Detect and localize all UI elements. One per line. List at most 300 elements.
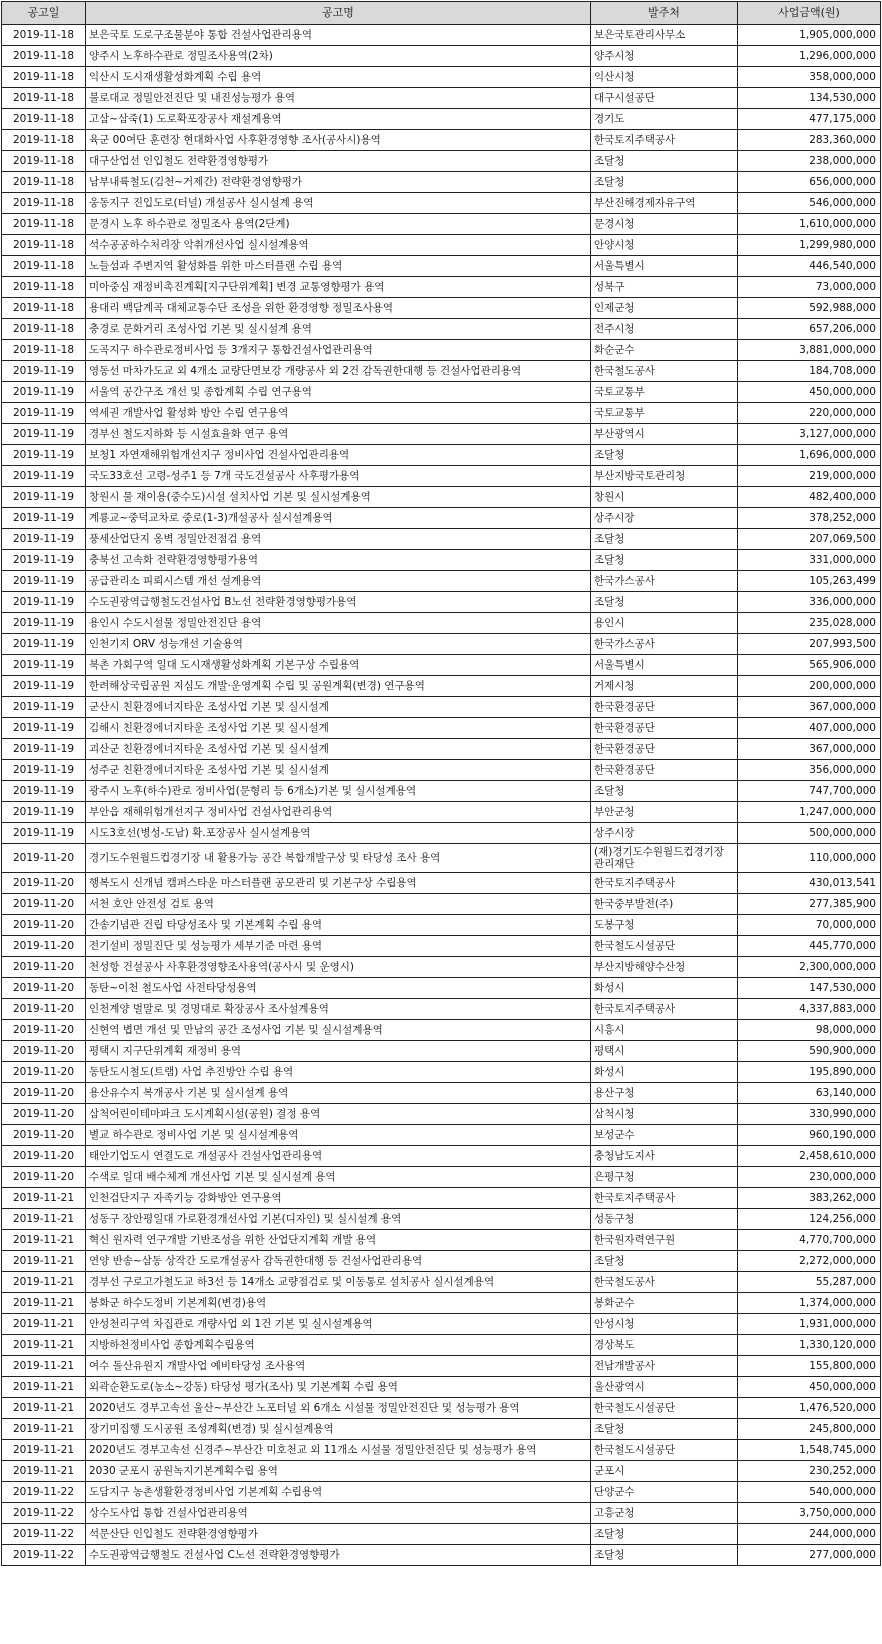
cell-amount: 220,000,000 bbox=[738, 403, 881, 424]
cell-amount: 155,800,000 bbox=[738, 1356, 881, 1377]
cell-title: 보청1 자연재해위험개선지구 정비사업 건설사업관리용역 bbox=[86, 445, 591, 466]
cell-title: 수색로 일대 배수체계 개선사업 기본 및 실시설계 용역 bbox=[86, 1167, 591, 1188]
cell-date: 2019-11-18 bbox=[2, 193, 86, 214]
cell-date: 2019-11-21 bbox=[2, 1335, 86, 1356]
cell-date: 2019-11-18 bbox=[2, 298, 86, 319]
cell-title: 불로대교 정밀안전진단 및 내진성능평가 용역 bbox=[86, 88, 591, 109]
cell-orderer: 국토교통부 bbox=[591, 382, 738, 403]
table-row bbox=[2, 319, 881, 340]
cell-amount: 336,000,000 bbox=[738, 592, 881, 613]
table-row bbox=[2, 1314, 881, 1335]
cell-orderer: 인제군청 bbox=[591, 298, 738, 319]
bid-table-container bbox=[1, 1, 881, 1566]
cell-title: 김해시 친환경에너지타운 조성사업 기본 및 실시설계 bbox=[86, 718, 591, 739]
cell-date: 2019-11-20 bbox=[2, 915, 86, 936]
cell-orderer: 한국환경공단 bbox=[591, 697, 738, 718]
table-row bbox=[2, 1461, 881, 1482]
cell-amount: 546,000,000 bbox=[738, 193, 881, 214]
table-body bbox=[2, 25, 881, 1566]
cell-date: 2019-11-20 bbox=[2, 936, 86, 957]
cell-orderer: 조달청 bbox=[591, 151, 738, 172]
cell-orderer: 양주시청 bbox=[591, 46, 738, 67]
table-row bbox=[2, 1524, 881, 1545]
cell-date: 2019-11-19 bbox=[2, 781, 86, 802]
cell-amount: 1,548,745,000 bbox=[738, 1440, 881, 1461]
cell-amount: 540,000,000 bbox=[738, 1482, 881, 1503]
cell-orderer: 한국환경공단 bbox=[591, 739, 738, 760]
cell-amount: 230,000,000 bbox=[738, 1167, 881, 1188]
cell-title: 별교 하수관로 정비사업 기본 및 실시설계용역 bbox=[86, 1125, 591, 1146]
table-row bbox=[2, 298, 881, 319]
header-orderer: 발주처 bbox=[591, 2, 738, 25]
cell-amount: 1,610,000,000 bbox=[738, 214, 881, 235]
cell-title: 도곡지구 하수관로정비사업 등 3개지구 통합건설사업관리용역 bbox=[86, 340, 591, 361]
cell-amount: 200,000,000 bbox=[738, 676, 881, 697]
cell-amount: 134,530,000 bbox=[738, 88, 881, 109]
cell-title: 한려해상국립공원 지심도 개발·운영계획 수립 및 공원계획(변경) 연구용역 bbox=[86, 676, 591, 697]
cell-date: 2019-11-21 bbox=[2, 1440, 86, 1461]
cell-title: 시도3호선(병성-도남) 확.포장공사 실시설계용역 bbox=[86, 823, 591, 844]
cell-date: 2019-11-19 bbox=[2, 403, 86, 424]
cell-title: 성주군 친환경에너지타운 조성사업 기본 및 실시설계 bbox=[86, 760, 591, 781]
cell-amount: 195,890,000 bbox=[738, 1062, 881, 1083]
cell-orderer: 한국토지주택공사 bbox=[591, 999, 738, 1020]
cell-orderer: 용산구청 bbox=[591, 1083, 738, 1104]
cell-amount: 207,993,500 bbox=[738, 634, 881, 655]
table-row bbox=[2, 487, 881, 508]
cell-orderer: 조달청 bbox=[591, 550, 738, 571]
bid-announcement-table bbox=[1, 1, 881, 1566]
cell-orderer: 도봉구청 bbox=[591, 915, 738, 936]
cell-title: 문경시 노후 하수관로 정밀조사 용역(2단계) bbox=[86, 214, 591, 235]
cell-orderer: 봉화군수 bbox=[591, 1293, 738, 1314]
cell-orderer: 단양군수 bbox=[591, 1482, 738, 1503]
cell-title: 용산유수지 복개공사 기본 및 실시설계 용역 bbox=[86, 1083, 591, 1104]
cell-orderer: 상주시장 bbox=[591, 823, 738, 844]
cell-orderer: 한국중부발전(주) bbox=[591, 894, 738, 915]
table-row bbox=[2, 1545, 881, 1566]
cell-title: 육군 00여단 훈련장 현대화사업 사후환경영향 조사(공사시)용역 bbox=[86, 130, 591, 151]
cell-orderer: 보성군수 bbox=[591, 1125, 738, 1146]
cell-title: 노들섬과 주변지역 활성화를 위한 마스터플랜 수립 용역 bbox=[86, 256, 591, 277]
cell-amount: 1,299,980,000 bbox=[738, 235, 881, 256]
cell-title: 군산시 친환경에너지타운 조성사업 기본 및 실시설계 bbox=[86, 697, 591, 718]
cell-orderer: 조달청 bbox=[591, 1419, 738, 1440]
cell-title: 태안기업도시 연결도로 개설공사 건설사업관리용역 bbox=[86, 1146, 591, 1167]
cell-orderer: 군포시 bbox=[591, 1461, 738, 1482]
table-row bbox=[2, 1167, 881, 1188]
table-row bbox=[2, 739, 881, 760]
table-row bbox=[2, 1356, 881, 1377]
cell-orderer: 조달청 bbox=[591, 592, 738, 613]
cell-amount: 656,000,000 bbox=[738, 172, 881, 193]
cell-amount: 378,252,000 bbox=[738, 508, 881, 529]
cell-amount: 238,000,000 bbox=[738, 151, 881, 172]
cell-title: 양주시 노후하수관로 정밀조사용역(2차) bbox=[86, 46, 591, 67]
cell-amount: 70,000,000 bbox=[738, 915, 881, 936]
cell-amount: 2,272,000,000 bbox=[738, 1251, 881, 1272]
cell-date: 2019-11-20 bbox=[2, 1020, 86, 1041]
cell-amount: 4,337,883,000 bbox=[738, 999, 881, 1020]
table-row bbox=[2, 1293, 881, 1314]
cell-date: 2019-11-19 bbox=[2, 613, 86, 634]
cell-date: 2019-11-19 bbox=[2, 529, 86, 550]
cell-title: 공급관리소 피뢰시스템 개선 설계용역 bbox=[86, 571, 591, 592]
cell-date: 2019-11-21 bbox=[2, 1356, 86, 1377]
cell-date: 2019-11-19 bbox=[2, 445, 86, 466]
cell-date: 2019-11-19 bbox=[2, 424, 86, 445]
cell-amount: 1,696,000,000 bbox=[738, 445, 881, 466]
cell-amount: 430,013,541 bbox=[738, 873, 881, 894]
cell-orderer: 화성시 bbox=[591, 978, 738, 999]
cell-amount: 367,000,000 bbox=[738, 739, 881, 760]
table-row bbox=[2, 382, 881, 403]
table-row bbox=[2, 1020, 881, 1041]
cell-date: 2019-11-18 bbox=[2, 340, 86, 361]
cell-date: 2019-11-21 bbox=[2, 1188, 86, 1209]
cell-amount: 283,360,000 bbox=[738, 130, 881, 151]
cell-date: 2019-11-21 bbox=[2, 1314, 86, 1335]
table-row bbox=[2, 88, 881, 109]
table-row bbox=[2, 1440, 881, 1461]
cell-amount: 330,990,000 bbox=[738, 1104, 881, 1125]
table-row bbox=[2, 214, 881, 235]
header-title: 공고명 bbox=[86, 2, 591, 25]
cell-date: 2019-11-20 bbox=[2, 1167, 86, 1188]
table-row bbox=[2, 760, 881, 781]
table-row bbox=[2, 1041, 881, 1062]
cell-orderer: 전남개발공사 bbox=[591, 1356, 738, 1377]
cell-title: 미아중심 재정비촉진계획[지구단위계획] 변경 교통영향평가 용역 bbox=[86, 277, 591, 298]
cell-title: 웅동지구 진입도로(터널) 개설공사 실시설계 용역 bbox=[86, 193, 591, 214]
cell-date: 2019-11-18 bbox=[2, 46, 86, 67]
cell-amount: 98,000,000 bbox=[738, 1020, 881, 1041]
cell-orderer: 충청남도지사 bbox=[591, 1146, 738, 1167]
cell-amount: 445,770,000 bbox=[738, 936, 881, 957]
cell-date: 2019-11-20 bbox=[2, 894, 86, 915]
cell-date: 2019-11-18 bbox=[2, 88, 86, 109]
table-row bbox=[2, 1377, 881, 1398]
cell-orderer: 한국가스공사 bbox=[591, 571, 738, 592]
table-row bbox=[2, 1062, 881, 1083]
table-row bbox=[2, 172, 881, 193]
cell-orderer: 문경시청 bbox=[591, 214, 738, 235]
table-row bbox=[2, 873, 881, 894]
table-header-row bbox=[2, 2, 881, 25]
cell-date: 2019-11-21 bbox=[2, 1419, 86, 1440]
cell-title: 광주시 노후(하수)관로 정비사업(문형리 등 6개소)기본 및 실시설계용역 bbox=[86, 781, 591, 802]
cell-orderer: 국토교통부 bbox=[591, 403, 738, 424]
table-row bbox=[2, 844, 881, 873]
cell-date: 2019-11-22 bbox=[2, 1524, 86, 1545]
cell-amount: 500,000,000 bbox=[738, 823, 881, 844]
cell-amount: 383,262,000 bbox=[738, 1188, 881, 1209]
cell-orderer: 부산진해경제자유구역 bbox=[591, 193, 738, 214]
cell-date: 2019-11-20 bbox=[2, 978, 86, 999]
cell-amount: 1,330,120,000 bbox=[738, 1335, 881, 1356]
cell-amount: 4,770,700,000 bbox=[738, 1230, 881, 1251]
cell-amount: 482,400,000 bbox=[738, 487, 881, 508]
table-row bbox=[2, 550, 881, 571]
cell-orderer: 안양시청 bbox=[591, 235, 738, 256]
cell-amount: 2,300,000,000 bbox=[738, 957, 881, 978]
table-row bbox=[2, 936, 881, 957]
cell-title: 행복도시 신개념 캠퍼스타운 마스터플랜 공모관리 및 기본구상 수립용역 bbox=[86, 873, 591, 894]
cell-orderer: 조달청 bbox=[591, 172, 738, 193]
cell-title: 대구산업선 인입철도 전략환경영향평가 bbox=[86, 151, 591, 172]
table-row bbox=[2, 361, 881, 382]
table-row bbox=[2, 894, 881, 915]
cell-amount: 219,000,000 bbox=[738, 466, 881, 487]
cell-date: 2019-11-19 bbox=[2, 802, 86, 823]
cell-date: 2019-11-19 bbox=[2, 550, 86, 571]
cell-date: 2019-11-18 bbox=[2, 109, 86, 130]
cell-orderer: (재)경기도수원월드컵경기장관리재단 bbox=[591, 844, 738, 873]
cell-title: 경기도수원월드컵경기장 내 활용가능 공간 복합개발구상 및 타당성 조사 용역 bbox=[86, 844, 591, 873]
cell-amount: 446,540,000 bbox=[738, 256, 881, 277]
cell-amount: 147,530,000 bbox=[738, 978, 881, 999]
cell-orderer: 은평구청 bbox=[591, 1167, 738, 1188]
cell-amount: 3,750,000,000 bbox=[738, 1503, 881, 1524]
cell-amount: 184,708,000 bbox=[738, 361, 881, 382]
table-row bbox=[2, 957, 881, 978]
cell-orderer: 한국철도공사 bbox=[591, 361, 738, 382]
cell-title: 경부선 철도지하화 등 시설효율화 연구 용역 bbox=[86, 424, 591, 445]
cell-title: 천성항 건설공사 사후환경영향조사용역(공사시 및 운영시) bbox=[86, 957, 591, 978]
cell-title: 국도33호선 고령-성주1 등 7개 국도건설공사 사후평가용역 bbox=[86, 466, 591, 487]
cell-date: 2019-11-19 bbox=[2, 592, 86, 613]
cell-orderer: 한국철도시설공단 bbox=[591, 1398, 738, 1419]
cell-date: 2019-11-21 bbox=[2, 1230, 86, 1251]
cell-orderer: 경상북도 bbox=[591, 1335, 738, 1356]
cell-amount: 331,000,000 bbox=[738, 550, 881, 571]
cell-amount: 1,476,520,000 bbox=[738, 1398, 881, 1419]
cell-orderer: 조달청 bbox=[591, 1545, 738, 1566]
cell-orderer: 상주시장 bbox=[591, 508, 738, 529]
cell-title: 용대리 백담계곡 대체교통수단 조성을 위한 환경영향 정밀조사용역 bbox=[86, 298, 591, 319]
cell-amount: 105,263,499 bbox=[738, 571, 881, 592]
table-row bbox=[2, 445, 881, 466]
table-row bbox=[2, 1419, 881, 1440]
cell-orderer: 부산지방국토관리청 bbox=[591, 466, 738, 487]
cell-amount: 477,175,000 bbox=[738, 109, 881, 130]
cell-title: 성동구 장안평일대 가로환경개선사업 기본(디자인) 및 실시설계 용역 bbox=[86, 1209, 591, 1230]
cell-date: 2019-11-21 bbox=[2, 1377, 86, 1398]
cell-title: 2030 군포시 공원녹지기본계획수립 용역 bbox=[86, 1461, 591, 1482]
cell-amount: 565,906,000 bbox=[738, 655, 881, 676]
cell-date: 2019-11-20 bbox=[2, 844, 86, 873]
cell-date: 2019-11-19 bbox=[2, 361, 86, 382]
cell-orderer: 삼척시청 bbox=[591, 1104, 738, 1125]
cell-date: 2019-11-22 bbox=[2, 1545, 86, 1566]
cell-title: 도담지구 농촌생활환경정비사업 기본계획 수립용역 bbox=[86, 1482, 591, 1503]
cell-title: 수도권광역급행철도건설사업 B노선 전략환경영향평가용역 bbox=[86, 592, 591, 613]
table-row bbox=[2, 529, 881, 550]
cell-orderer: 조달청 bbox=[591, 1524, 738, 1545]
cell-title: 석수공공하수처리장 악취개선사업 실시설계용역 bbox=[86, 235, 591, 256]
cell-date: 2019-11-20 bbox=[2, 1041, 86, 1062]
table-row bbox=[2, 1482, 881, 1503]
table-row bbox=[2, 1335, 881, 1356]
cell-title: 남부내륙철도(김천~거제간) 전략환경영향평가 bbox=[86, 172, 591, 193]
cell-title: 역세권 개발사업 활성화 방안 수립 연구용역 bbox=[86, 403, 591, 424]
cell-title: 평택시 지구단위계획 재정비 용역 bbox=[86, 1041, 591, 1062]
cell-amount: 747,700,000 bbox=[738, 781, 881, 802]
cell-title: 창원시 물 재이용(중수도)시설 설치사업 기본 및 실시설계용역 bbox=[86, 487, 591, 508]
table-row bbox=[2, 802, 881, 823]
cell-title: 장기미집행 도시공원 조성계획(변경) 및 실시설계용역 bbox=[86, 1419, 591, 1440]
cell-title: 간송기념관 건립 타당성조사 및 기본계획 수립 용역 bbox=[86, 915, 591, 936]
cell-date: 2019-11-21 bbox=[2, 1251, 86, 1272]
cell-date: 2019-11-19 bbox=[2, 760, 86, 781]
cell-orderer: 대구시설공단 bbox=[591, 88, 738, 109]
cell-date: 2019-11-22 bbox=[2, 1482, 86, 1503]
table-row bbox=[2, 1398, 881, 1419]
cell-title: 영동선 마차가도교 외 4개소 교량단면보강 개량공사 외 2건 감독권한대행 등 건설사업관리용역 bbox=[86, 361, 591, 382]
cell-orderer: 용인시 bbox=[591, 613, 738, 634]
cell-date: 2019-11-22 bbox=[2, 1503, 86, 1524]
table-row bbox=[2, 592, 881, 613]
cell-title: 인천기지 ORV 성능개선 기술용역 bbox=[86, 634, 591, 655]
table-row bbox=[2, 676, 881, 697]
table-row bbox=[2, 781, 881, 802]
cell-title: 고삼~삼죽(1) 도로확포장공사 재설계용역 bbox=[86, 109, 591, 130]
cell-orderer: 한국토지주택공사 bbox=[591, 873, 738, 894]
cell-orderer: 한국철도공사 bbox=[591, 1272, 738, 1293]
cell-orderer: 한국철도시설공단 bbox=[591, 936, 738, 957]
table-row bbox=[2, 718, 881, 739]
cell-orderer: 성북구 bbox=[591, 277, 738, 298]
cell-amount: 207,069,500 bbox=[738, 529, 881, 550]
cell-date: 2019-11-21 bbox=[2, 1398, 86, 1419]
cell-title: 여수 돌산유원지 개발사업 예비타당성 조사용역 bbox=[86, 1356, 591, 1377]
cell-amount: 63,140,000 bbox=[738, 1083, 881, 1104]
cell-title: 상수도사업 통합 건설사업관리용역 bbox=[86, 1503, 591, 1524]
cell-title: 충북선 고속화 전략환경영향평가용역 bbox=[86, 550, 591, 571]
cell-date: 2019-11-19 bbox=[2, 823, 86, 844]
cell-title: 석문산단 인입철도 전략환경영향평가 bbox=[86, 1524, 591, 1545]
cell-amount: 110,000,000 bbox=[738, 844, 881, 873]
cell-orderer: 성동구청 bbox=[591, 1209, 738, 1230]
cell-amount: 124,256,000 bbox=[738, 1209, 881, 1230]
cell-orderer: 화성시 bbox=[591, 1062, 738, 1083]
cell-title: 2020년도 경부고속선 신경주~부산간 미호천교 외 11개소 시설물 정밀안전진단 및 성능평가 용역 bbox=[86, 1440, 591, 1461]
cell-date: 2019-11-18 bbox=[2, 256, 86, 277]
cell-title: 계룡교~중덕교차로 중로(1-3)개설공사 실시설계용역 bbox=[86, 508, 591, 529]
table-row bbox=[2, 46, 881, 67]
cell-title: 익산시 도시재생활성화계획 수립 용역 bbox=[86, 67, 591, 88]
cell-title: 동탄~이천 철도사업 사전타당성용역 bbox=[86, 978, 591, 999]
cell-date: 2019-11-18 bbox=[2, 67, 86, 88]
cell-amount: 1,931,000,000 bbox=[738, 1314, 881, 1335]
table-row bbox=[2, 655, 881, 676]
cell-orderer: 부산광역시 bbox=[591, 424, 738, 445]
cell-date: 2019-11-20 bbox=[2, 1146, 86, 1167]
table-row bbox=[2, 613, 881, 634]
table-row bbox=[2, 424, 881, 445]
table-row bbox=[2, 256, 881, 277]
cell-orderer: 익산시청 bbox=[591, 67, 738, 88]
cell-date: 2019-11-20 bbox=[2, 1104, 86, 1125]
cell-title: 보은국토 도로구조물분야 통합 건설사업관리용역 bbox=[86, 25, 591, 46]
cell-date: 2019-11-19 bbox=[2, 571, 86, 592]
table-row bbox=[2, 235, 881, 256]
table-row bbox=[2, 915, 881, 936]
cell-date: 2019-11-19 bbox=[2, 634, 86, 655]
cell-orderer: 한국환경공단 bbox=[591, 718, 738, 739]
cell-orderer: 한국철도시설공단 bbox=[591, 1440, 738, 1461]
cell-orderer: 서울특별시 bbox=[591, 256, 738, 277]
cell-orderer: 한국가스공사 bbox=[591, 634, 738, 655]
cell-amount: 356,000,000 bbox=[738, 760, 881, 781]
cell-date: 2019-11-19 bbox=[2, 718, 86, 739]
cell-title: 수도권광역급행철도 건설사업 C노선 전략환경영향평가 bbox=[86, 1545, 591, 1566]
cell-title: 연양 반송~삼동 상작간 도로개설공사 감독권한대행 등 건설사업관리용역 bbox=[86, 1251, 591, 1272]
table-row bbox=[2, 1230, 881, 1251]
cell-amount: 358,000,000 bbox=[738, 67, 881, 88]
table-row bbox=[2, 193, 881, 214]
cell-orderer: 창원시 bbox=[591, 487, 738, 508]
cell-orderer: 전주시청 bbox=[591, 319, 738, 340]
cell-orderer: 고흥군청 bbox=[591, 1503, 738, 1524]
cell-date: 2019-11-19 bbox=[2, 676, 86, 697]
cell-date: 2019-11-19 bbox=[2, 487, 86, 508]
table-row bbox=[2, 1209, 881, 1230]
table-row bbox=[2, 823, 881, 844]
cell-orderer: 평택시 bbox=[591, 1041, 738, 1062]
cell-date: 2019-11-19 bbox=[2, 697, 86, 718]
table-row bbox=[2, 1272, 881, 1293]
cell-title: 풍세산업단지 옹벽 정밀안전점검 용역 bbox=[86, 529, 591, 550]
cell-amount: 407,000,000 bbox=[738, 718, 881, 739]
table-row bbox=[2, 466, 881, 487]
cell-amount: 1,905,000,000 bbox=[738, 25, 881, 46]
cell-amount: 55,287,000 bbox=[738, 1272, 881, 1293]
cell-date: 2019-11-18 bbox=[2, 214, 86, 235]
cell-date: 2019-11-18 bbox=[2, 235, 86, 256]
table-row bbox=[2, 277, 881, 298]
cell-amount: 3,127,000,000 bbox=[738, 424, 881, 445]
table-row bbox=[2, 508, 881, 529]
table-row bbox=[2, 697, 881, 718]
cell-date: 2019-11-19 bbox=[2, 382, 86, 403]
cell-date: 2019-11-20 bbox=[2, 1083, 86, 1104]
table-row bbox=[2, 109, 881, 130]
cell-date: 2019-11-20 bbox=[2, 999, 86, 1020]
cell-orderer: 보은국토관리사무소 bbox=[591, 25, 738, 46]
cell-orderer: 부산지방해양수산청 bbox=[591, 957, 738, 978]
table-row bbox=[2, 1104, 881, 1125]
cell-amount: 960,190,000 bbox=[738, 1125, 881, 1146]
cell-date: 2019-11-20 bbox=[2, 957, 86, 978]
cell-amount: 1,247,000,000 bbox=[738, 802, 881, 823]
cell-date: 2019-11-18 bbox=[2, 130, 86, 151]
table-row bbox=[2, 1503, 881, 1524]
cell-date: 2019-11-19 bbox=[2, 508, 86, 529]
table-row bbox=[2, 340, 881, 361]
cell-amount: 592,988,000 bbox=[738, 298, 881, 319]
cell-date: 2019-11-18 bbox=[2, 319, 86, 340]
cell-date: 2019-11-18 bbox=[2, 277, 86, 298]
table-row bbox=[2, 571, 881, 592]
cell-amount: 230,252,000 bbox=[738, 1461, 881, 1482]
cell-date: 2019-11-20 bbox=[2, 873, 86, 894]
cell-date: 2019-11-19 bbox=[2, 466, 86, 487]
cell-amount: 367,000,000 bbox=[738, 697, 881, 718]
table-row bbox=[2, 25, 881, 46]
cell-date: 2019-11-18 bbox=[2, 151, 86, 172]
table-row bbox=[2, 1083, 881, 1104]
